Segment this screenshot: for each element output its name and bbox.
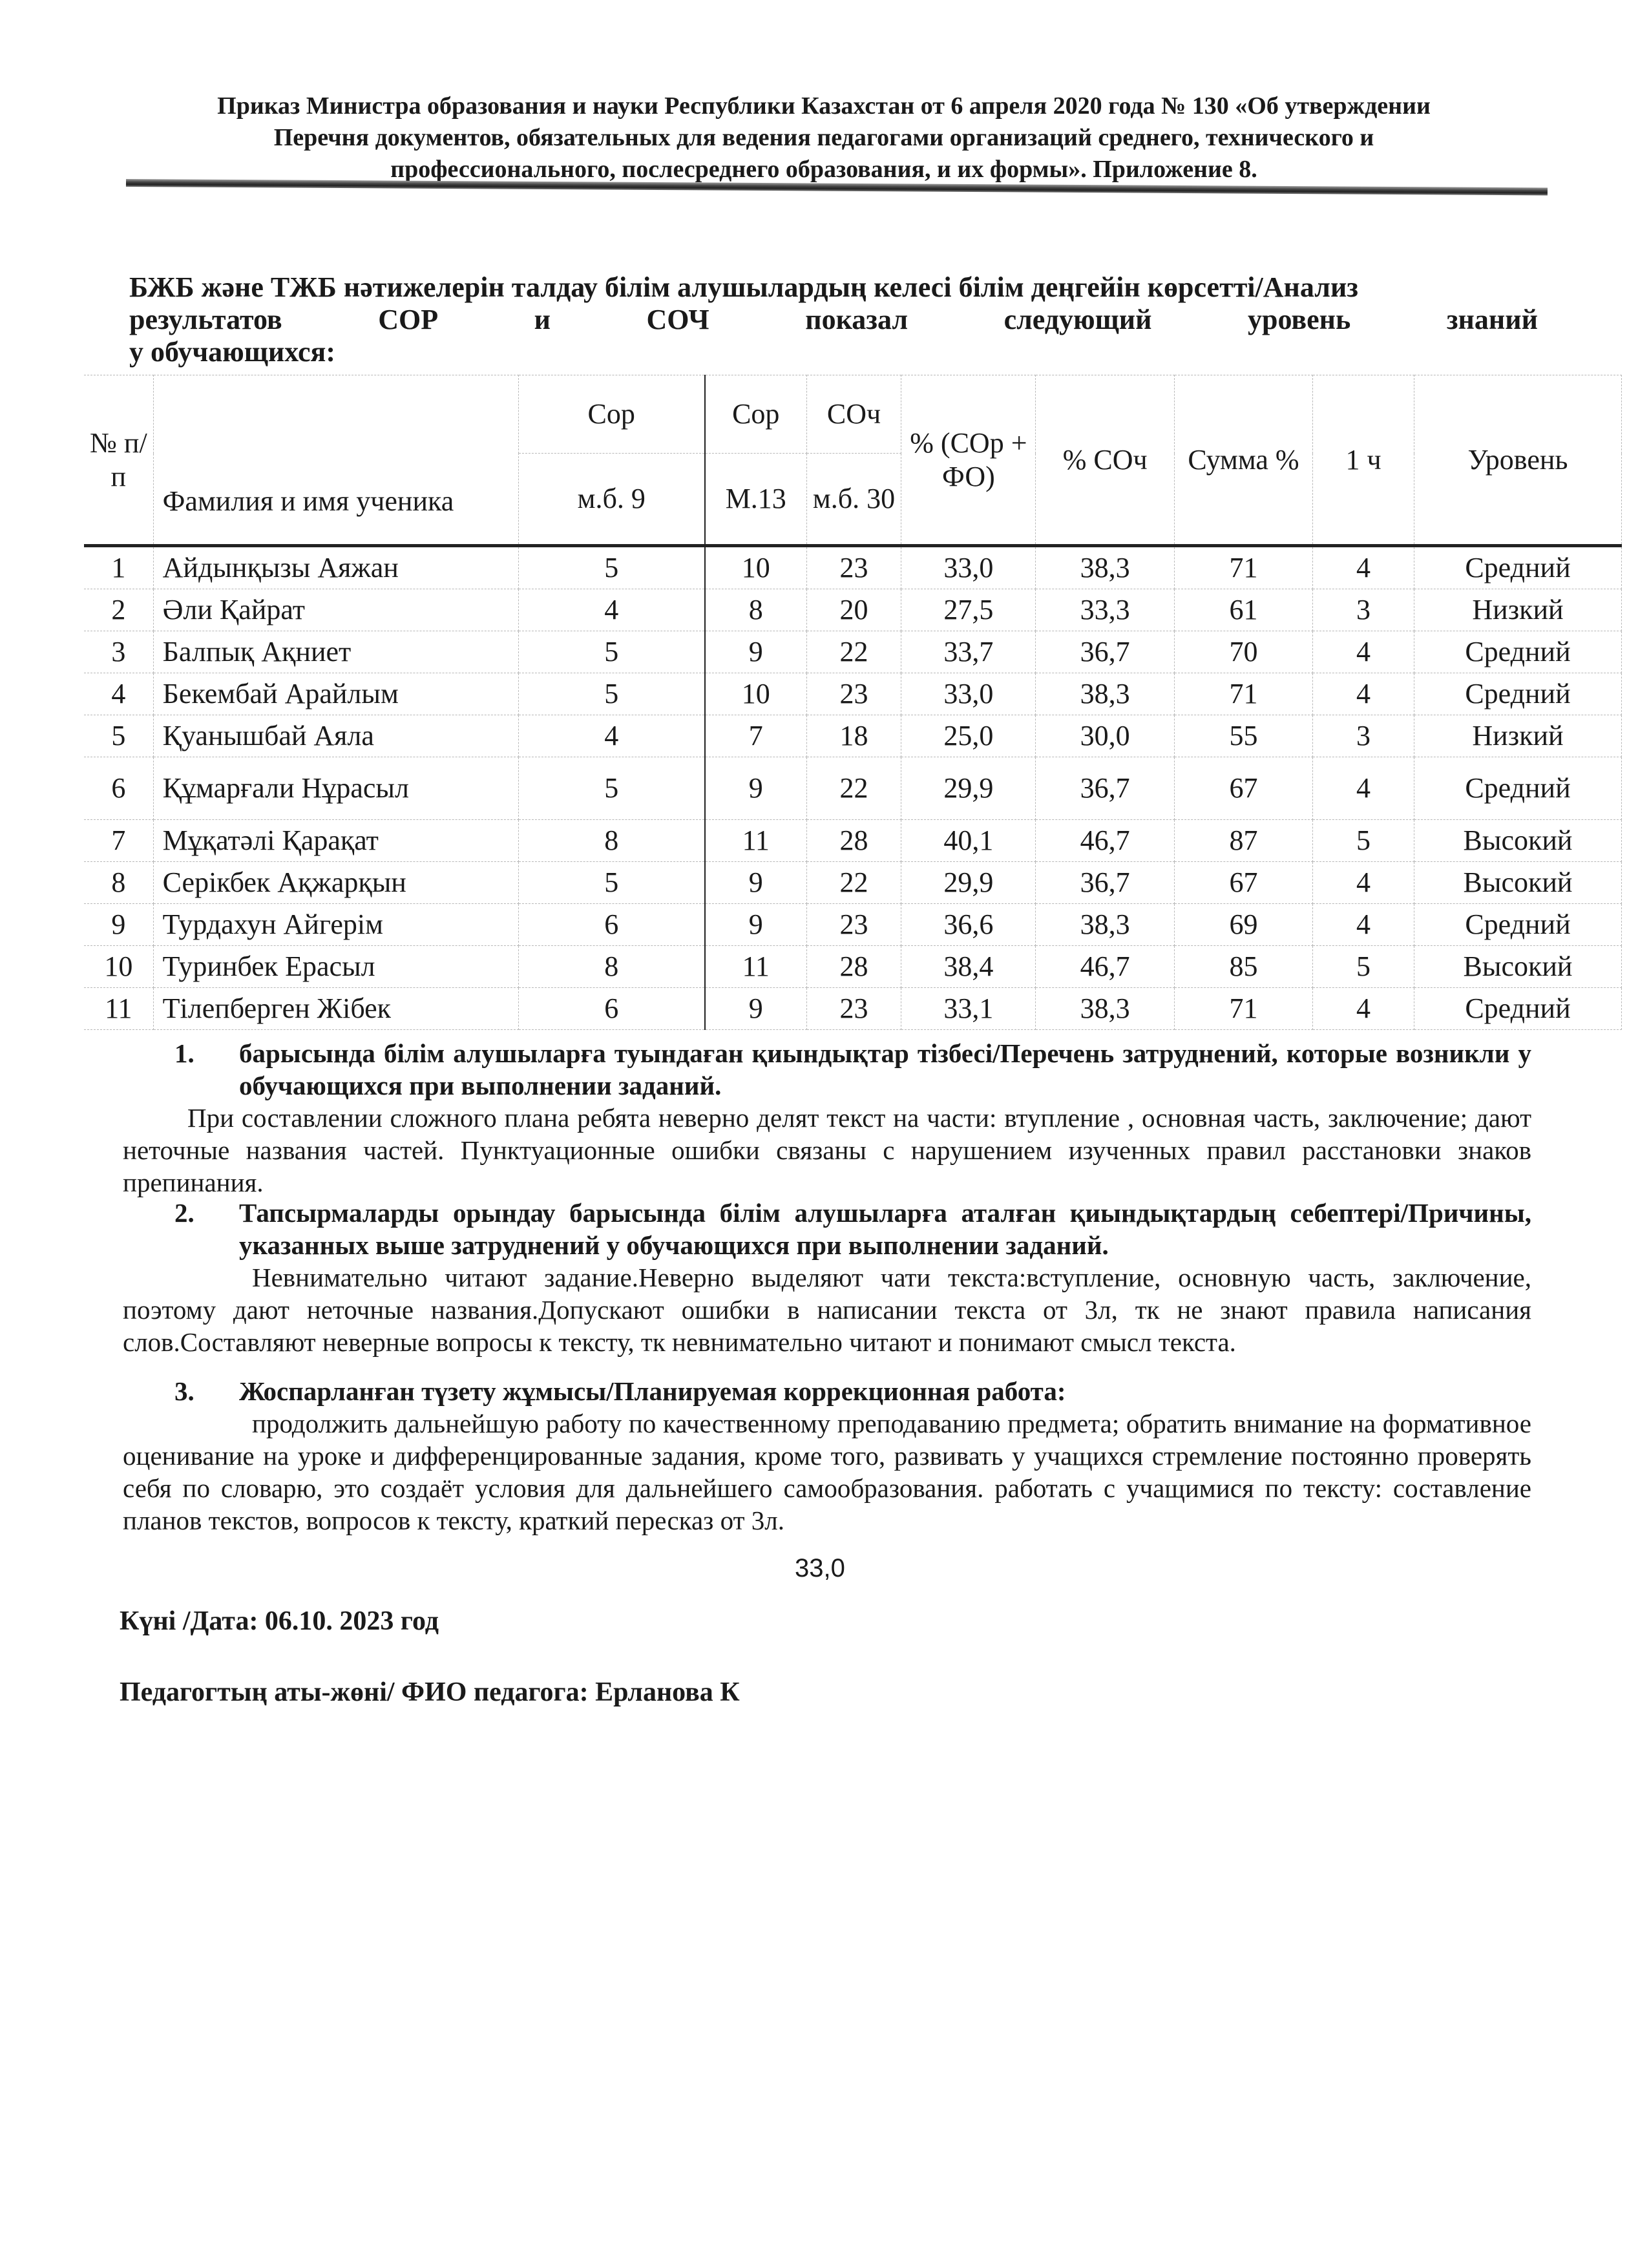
table-row (84, 631, 1622, 673)
soch-score: 28 (806, 946, 901, 988)
sum-pct: 69 (1174, 904, 1312, 946)
intro-word: показал (805, 304, 909, 335)
header-no: № п/п (84, 375, 153, 546)
header-name: Фамилия и имя ученика (153, 375, 518, 546)
quarter-grade: 4 (1313, 673, 1414, 715)
sor1-score: 5 (518, 546, 705, 589)
section-difficulties (123, 1037, 1531, 1199)
intro-line: БЖБ және ТЖБ нәтижелерін талдау білім алушылардың келесі білім деңгейін көрсетті/Анализ (129, 271, 1358, 303)
teacher-line: Педагогтың аты-жөні/ ФИО педагога: Ерланова К (120, 1677, 740, 1707)
pct-sor-fo: 25,0 (901, 715, 1036, 757)
pct-soch: 46,7 (1036, 946, 1174, 988)
quarter-grade: 4 (1313, 988, 1414, 1030)
soch-score: 22 (806, 631, 901, 673)
header-line: Приказ Министра образования и науки Республики Казахстан от 6 апреля 2020 года № 130 «Об утверждении (217, 92, 1431, 120)
quarter-grade: 4 (1313, 631, 1414, 673)
pct-soch: 36,7 (1036, 862, 1174, 904)
row-number: 8 (84, 862, 153, 904)
soch-score: 23 (806, 904, 901, 946)
sor2-score: 9 (705, 757, 806, 820)
level: Средний (1414, 673, 1621, 715)
sor2-score: 9 (705, 862, 806, 904)
sum-pct: 55 (1174, 715, 1312, 757)
level: Средний (1414, 757, 1621, 820)
level: Средний (1414, 988, 1621, 1030)
section-heading (123, 1037, 1531, 1102)
level: Низкий (1414, 589, 1621, 631)
level: Средний (1414, 546, 1621, 589)
document-header (123, 90, 1525, 185)
header-soch-max: м.б. 30 (806, 454, 901, 546)
section-body: Невнимательно читают задание.Неверно выделяют чати текста:вступление, основную часть, заключение, поэтому дают неточные названия.Допускают ошибки в написании текста от 3л, тк не знают правила написания слов.Составляют неверные вопросы к тексту, тк невнимательно читают и понимают смысл текста. (123, 1263, 1531, 1357)
sum-pct: 71 (1174, 988, 1312, 1030)
table-row (84, 757, 1622, 820)
soch-score: 22 (806, 862, 901, 904)
student-name: Балпық Ақниет (153, 631, 518, 673)
sor2-score: 10 (705, 673, 806, 715)
header-q1: 1 ч (1313, 375, 1414, 546)
soch-score: 22 (806, 757, 901, 820)
soch-score: 23 (806, 546, 901, 589)
pct-soch: 46,7 (1036, 820, 1174, 862)
header-sor1: Сор (518, 375, 705, 454)
header-pct-sor-fo: % (СОр + ФО) (901, 375, 1036, 546)
pct-sor-fo: 33,7 (901, 631, 1036, 673)
sor1-score: 4 (518, 589, 705, 631)
sor1-score: 5 (518, 862, 705, 904)
row-number: 4 (84, 673, 153, 715)
student-name: Құмарғали Нұрасыл (153, 757, 518, 820)
sum-pct: 87 (1174, 820, 1312, 862)
table-row (84, 862, 1622, 904)
intro-word: СОЧ (646, 304, 709, 335)
pct-soch: 36,7 (1036, 757, 1174, 820)
student-name: Серікбек Ақжарқын (153, 862, 518, 904)
student-name: Қуанышбай Аяла (153, 715, 518, 757)
sor2-score: 11 (705, 820, 806, 862)
pct-sor-fo: 40,1 (901, 820, 1036, 862)
sor1-score: 5 (518, 631, 705, 673)
sor1-score: 8 (518, 820, 705, 862)
row-number: 10 (84, 946, 153, 988)
pct-sor-fo: 33,0 (901, 546, 1036, 589)
level: Средний (1414, 631, 1621, 673)
stray-value: 33,0 (795, 1554, 845, 1582)
pct-sor-fo: 33,0 (901, 673, 1036, 715)
sum-pct: 70 (1174, 631, 1312, 673)
table-row (84, 946, 1622, 988)
student-name: Турдахун Айгерім (153, 904, 518, 946)
sor1-score: 5 (518, 673, 705, 715)
sor2-score: 8 (705, 589, 806, 631)
sor1-score: 5 (518, 757, 705, 820)
sum-pct: 67 (1174, 757, 1312, 820)
student-name: Мұқатәлі Қарақат (153, 820, 518, 862)
intro-word: знаний (1446, 304, 1538, 335)
intro-word: результатов (129, 304, 282, 335)
table-row (84, 673, 1622, 715)
header-sor2: Сор (705, 375, 806, 454)
section-title: Тапсырмаларды орындау барысында білім алушыларға аталған қиындықтардың себептері/Причины, указанных выше затруднений у обучающихся при выполнении заданий. (239, 1198, 1531, 1260)
quarter-grade: 3 (1313, 715, 1414, 757)
analysis-intro (129, 271, 1538, 368)
intro-line: у обучающихся: (129, 336, 335, 368)
pct-soch: 30,0 (1036, 715, 1174, 757)
soch-score: 23 (806, 988, 901, 1030)
student-name: Әли Қайрат (153, 589, 518, 631)
quarter-grade: 4 (1313, 546, 1414, 589)
quarter-grade: 4 (1313, 904, 1414, 946)
pct-soch: 36,7 (1036, 631, 1174, 673)
pct-sor-fo: 36,6 (901, 904, 1036, 946)
section-title: Жоспарланған түзету жұмысы/Планируемая коррекционная работа: (239, 1376, 1066, 1406)
sor2-score: 9 (705, 904, 806, 946)
pct-sor-fo: 29,9 (901, 757, 1036, 820)
level: Высокий (1414, 946, 1621, 988)
header-soch: СОч (806, 375, 901, 454)
header-line: профессионального, послесреднего образования, и их формы». Приложение 8. (390, 156, 1257, 183)
sor2-score: 10 (705, 546, 806, 589)
section-body: продолжить дальнейшую работу по качественному преподаванию предмета; обратить внимание на формативное оценивание на уроке и дифференцированные задания, кроме того, развивать у учащихся стремление постоянно проверять себя по словарю, это создаёт условия для дальнейшего самообразования. работать с учащимися по тексту: составление планов текстов, вопросов к тексту, краткий пересказ от 3л. (123, 1409, 1531, 1535)
level: Высокий (1414, 820, 1621, 862)
sor1-score: 6 (518, 904, 705, 946)
pct-sor-fo: 29,9 (901, 862, 1036, 904)
section-title: барысында білім алушыларға туындаған қиындықтар тізбесі/Перечень затруднений, которые возникли у обучающихся при выполнении заданий. (239, 1038, 1531, 1100)
intro-word: СОР (378, 304, 439, 335)
section-correction (123, 1375, 1531, 1537)
sor2-score: 11 (705, 946, 806, 988)
pct-sor-fo: 38,4 (901, 946, 1036, 988)
sor2-score: 7 (705, 715, 806, 757)
pct-soch: 33,3 (1036, 589, 1174, 631)
section-number: 3. (174, 1376, 194, 1406)
sum-pct: 85 (1174, 946, 1312, 988)
level: Низкий (1414, 715, 1621, 757)
row-number: 6 (84, 757, 153, 820)
row-number: 2 (84, 589, 153, 631)
intro-word: следующий (1003, 304, 1152, 335)
sor1-score: 4 (518, 715, 705, 757)
soch-score: 18 (806, 715, 901, 757)
header-pct-soch: % СОч (1036, 375, 1174, 546)
table-row (84, 820, 1622, 862)
quarter-grade: 5 (1313, 820, 1414, 862)
row-number: 7 (84, 820, 153, 862)
section-body: При составлении сложного плана ребята неверно делят текст на части: втупление , основная часть, заключение; дают неточные названия частей. Пунктуационные ошибки связаны с нарушением изученных правил расстановки знаков препинания. (123, 1103, 1531, 1197)
intro-line (129, 304, 1538, 336)
date-line: Күні /Дата: 06.10. 2023 год (120, 1606, 439, 1636)
intro-word: уровень (1248, 304, 1351, 335)
table-row (84, 589, 1622, 631)
row-number: 5 (84, 715, 153, 757)
header-level: Уровень (1414, 375, 1621, 546)
section-heading (123, 1197, 1531, 1261)
header-sor1-max: м.б. 9 (518, 454, 705, 546)
table-row (84, 546, 1622, 589)
pct-sor-fo: 33,1 (901, 988, 1036, 1030)
section-number: 2. (174, 1198, 194, 1228)
quarter-grade: 5 (1313, 946, 1414, 988)
student-name: Тілепберген Жібек (153, 988, 518, 1030)
quarter-grade: 3 (1313, 589, 1414, 631)
intro-word: и (534, 304, 551, 335)
section-heading (123, 1375, 1531, 1407)
level: Высокий (1414, 862, 1621, 904)
sum-pct: 71 (1174, 673, 1312, 715)
header-line: Перечня документов, обязательных для ведения педагогами организаций среднего, технического и (273, 124, 1374, 151)
sor1-score: 8 (518, 946, 705, 988)
sum-pct: 67 (1174, 862, 1312, 904)
sum-pct: 71 (1174, 546, 1312, 589)
grades-table (84, 375, 1622, 1030)
sor1-score: 6 (518, 988, 705, 1030)
row-number: 3 (84, 631, 153, 673)
table-row (84, 904, 1622, 946)
header-sum-pct: Сумма % (1174, 375, 1312, 546)
student-name: Туринбек Ерасыл (153, 946, 518, 988)
soch-score: 28 (806, 820, 901, 862)
row-number: 1 (84, 546, 153, 589)
row-number: 9 (84, 904, 153, 946)
pct-soch: 38,3 (1036, 673, 1174, 715)
sor2-score: 9 (705, 988, 806, 1030)
soch-score: 23 (806, 673, 901, 715)
student-name: Бекембай Арайлым (153, 673, 518, 715)
student-name: Айдынқызы Аяжан (153, 546, 518, 589)
pct-soch: 38,3 (1036, 988, 1174, 1030)
section-number: 1. (174, 1038, 194, 1068)
sum-pct: 61 (1174, 589, 1312, 631)
section-causes (123, 1197, 1531, 1358)
quarter-grade: 4 (1313, 757, 1414, 820)
pct-soch: 38,3 (1036, 546, 1174, 589)
header-sor2-max: М.13 (705, 454, 806, 546)
pct-sor-fo: 27,5 (901, 589, 1036, 631)
table-row (84, 715, 1622, 757)
row-number: 11 (84, 988, 153, 1030)
level: Средний (1414, 904, 1621, 946)
table-row (84, 988, 1622, 1030)
pct-soch: 38,3 (1036, 904, 1174, 946)
sor2-score: 9 (705, 631, 806, 673)
quarter-grade: 4 (1313, 862, 1414, 904)
soch-score: 20 (806, 589, 901, 631)
